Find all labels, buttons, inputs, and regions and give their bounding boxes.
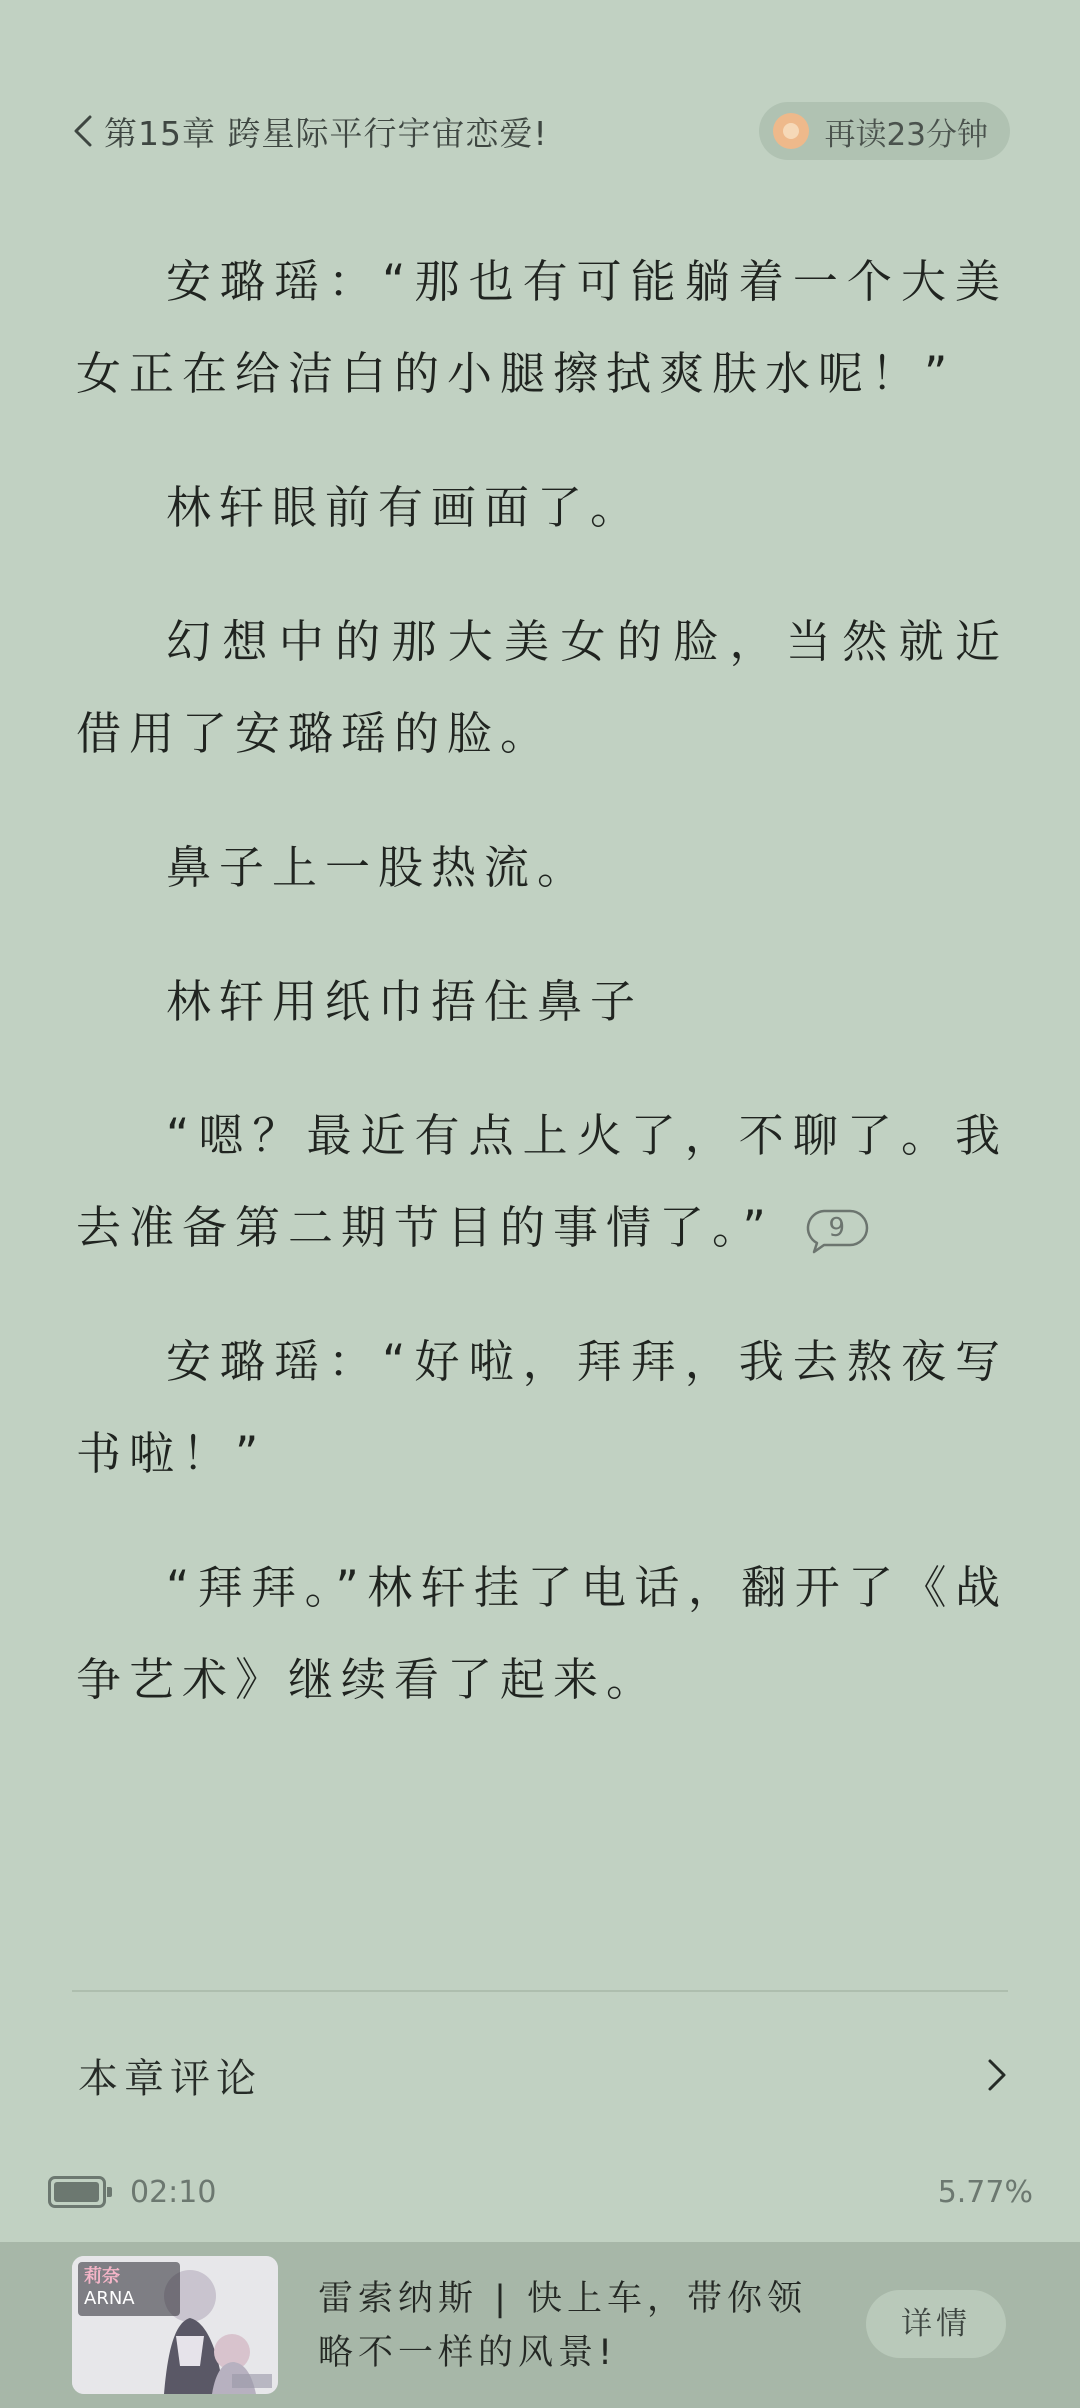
chapter-content [76,236,1008,1768]
reading-reward-pill[interactable] [759,102,1010,160]
paragraph: 鼻子上一股热流。 [166,841,591,894]
reading-reward-label: 再读23分钟 [824,116,988,153]
divider [72,1990,1008,1992]
ad-banner[interactable] [0,2242,1080,2408]
battery-icon [48,2176,106,2208]
chevron-left-icon [70,113,98,149]
ad-details-button[interactable]: 详情 [866,2290,1006,2358]
paragraph-with-comments [76,1090,1008,1274]
reader-header [70,102,1010,160]
chapter-title: 第15章 跨星际平行宇宙恋爱! [104,113,548,153]
paragraph-comment-badge[interactable] [804,1208,870,1254]
ad-thumbnail[interactable] [72,2256,278,2394]
ad-logo-cn: 莉奈 [84,2266,120,2287]
back-to-chapter-button[interactable] [70,102,548,160]
paragraph: “拜拜。”林轩挂了电话，翻开了《战争艺术》继续看了起来。 [76,1561,1008,1706]
paragraph: 幻想中的那大美女的脸，当然就近借用了安璐瑶的脸。 [76,615,1008,760]
chapter-comments-label: 本章评论 [78,2055,262,2102]
ad-text: 雷索纳斯 | 快上车，带你领略不一样的风景! [318,2279,808,2373]
paragraph: 安璐瑶：“好啦，拜拜，我去熬夜写书啦！” [76,1335,1008,1480]
paragraph-text: “嗯？最近有点上火了，不聊了。我去准备第二期节目的事情了。” [76,1109,1008,1254]
chevron-right-icon [984,2057,1008,2093]
reader-status-bar [48,2170,1033,2214]
paragraph: 林轩眼前有画面了。 [166,481,644,534]
paragraph: 安璐瑶：“那也有可能躺着一个大美女正在给洁白的小腿擦拭爽肤水呢！” [76,255,1008,400]
ad-logo-en: ARNA [84,2288,135,2309]
comment-count: 9 [828,1213,846,1243]
clock-time: 02:10 [130,2174,217,2210]
paragraph: 林轩用纸巾捂住鼻子 [166,975,644,1028]
ad-brand-logo [78,2262,180,2316]
coin-icon [773,113,809,149]
reading-progress: 5.77% [937,2174,1033,2210]
chapter-comments-link[interactable] [78,2040,1008,2110]
